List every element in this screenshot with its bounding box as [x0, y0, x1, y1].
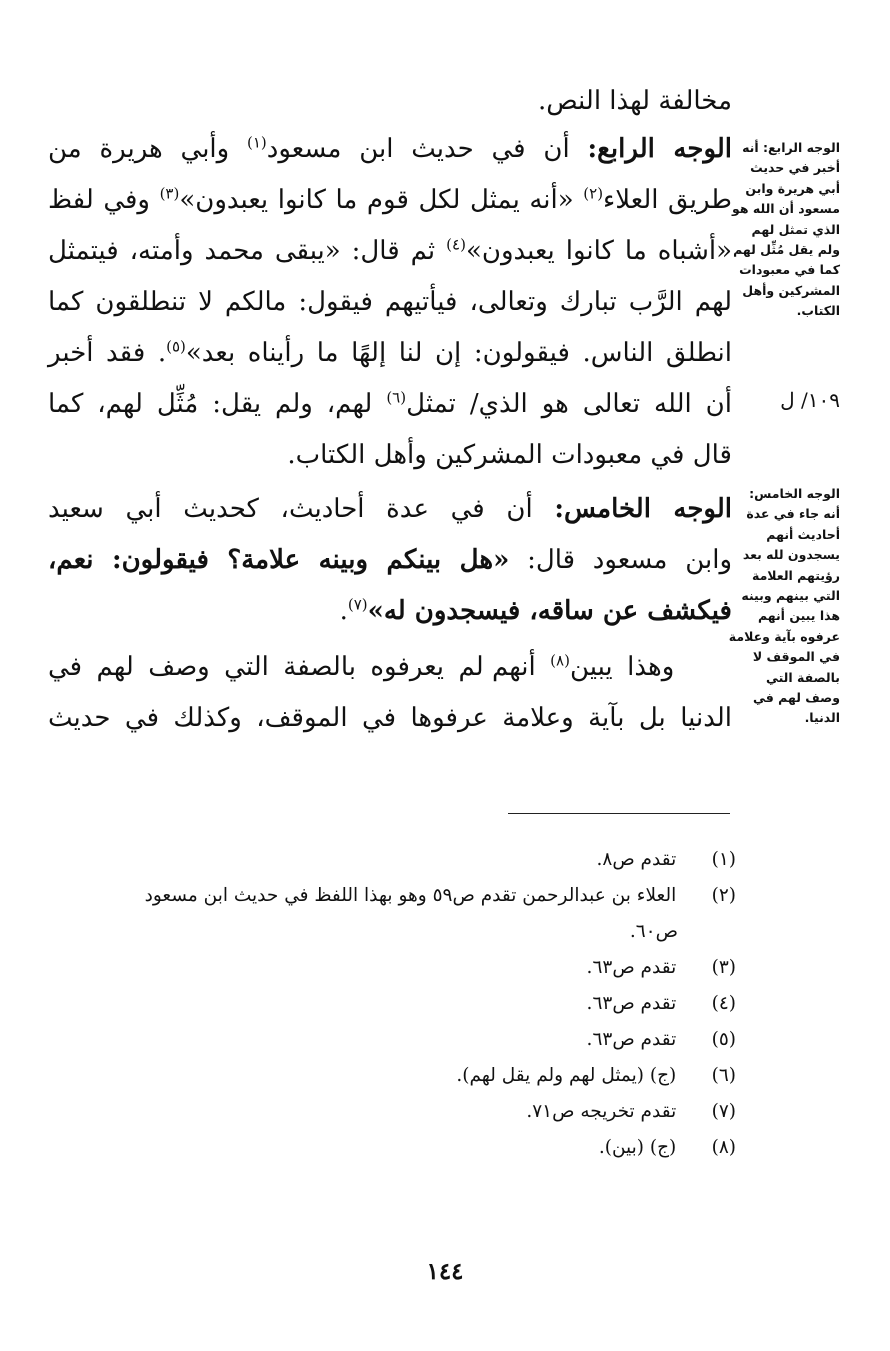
manuscript-folio-marker: ١٠٩/ ل: [780, 388, 840, 412]
footnote-text: تقدم ص٦٣.: [586, 1029, 677, 1050]
main-text: [48, 76, 732, 127]
margin-line: في الموقف لا: [752, 649, 840, 665]
quoted-hadith: «هل بينكم وبينه علامة؟ فيقولون: نعم،: [48, 545, 510, 575]
margin-line: الكتاب.: [796, 303, 840, 319]
text-run: أنهم لم يعرفوه بالصفة التي وصف لهم في: [48, 652, 536, 682]
section-heading: الوجه الخامس:: [554, 494, 732, 524]
margin-line: أبي هريرة وابن: [745, 180, 840, 196]
margin-line: رؤيتهم العلامة: [751, 567, 840, 583]
footnote-text: تقدم ص٦٣.: [586, 957, 677, 978]
text-line: الدنيا بل بآية وعلامة عرفوها في الموقف، وكذلك في حديث: [48, 703, 732, 733]
text-run: «أشباه ما كانوا يعبدون»: [465, 236, 733, 266]
text-run: .: [339, 596, 348, 626]
footnote-ref: (٢): [583, 184, 604, 203]
text-run: وابن مسعود قال:: [527, 545, 733, 575]
text-run: وفي لفظ: [48, 185, 150, 215]
text-line: [48, 642, 732, 693]
margin-line: الدنيا.: [804, 710, 840, 726]
footnote-number: (٧): [711, 1101, 736, 1122]
text-line: قال في معبودات المشركين وأهل الكتاب.: [287, 440, 732, 470]
paragraph-explanation: [48, 642, 732, 744]
footnote-text: العلاء بن عبدالرحمن تقدم ص٥٩ وهو بهذا اللفظ في حديث ابن مسعود: [144, 885, 677, 906]
text-run: وهذا يبين: [569, 652, 675, 682]
footnote-item: [90, 1130, 736, 1166]
footnote-number: (٦): [711, 1065, 736, 1086]
margin-note-fifth: [728, 484, 840, 729]
margin-line: المشركين وأهل: [742, 282, 840, 298]
margin-line: بالصفة التي: [765, 669, 840, 685]
footnote-text: ص٦٠.: [629, 921, 678, 942]
footnote-ref: (٥): [166, 337, 186, 356]
footnote-number: (٤): [711, 993, 736, 1014]
footnote-item: [90, 878, 736, 914]
margin-line: أنه جاء في عدة: [746, 506, 840, 522]
text-run: أن في حديث ابن مسعود: [266, 134, 570, 164]
footnote-number: (٢): [711, 885, 736, 906]
footnote-number: (٥): [711, 1029, 736, 1050]
footnote-text: (ج) (بين).: [598, 1137, 677, 1158]
text-line: مخالفة لهذا النص.: [537, 86, 732, 116]
footnote-item: [90, 986, 736, 1022]
text-run: أن في عدة أحاديث، كحديث أبي سعيد: [48, 494, 533, 524]
margin-line: أحاديث أنهم: [766, 526, 840, 542]
footnote-ref: (٤): [446, 235, 466, 254]
text-run: . فقد أخبر: [48, 338, 167, 368]
margin-line: أخبر في حديث: [750, 160, 840, 176]
section-heading: الوجه الرابع:: [587, 134, 733, 164]
footnote-text: (ج) (يمثل لهم ولم يقل لهم).: [456, 1065, 677, 1086]
text-run: ثم قال: «يبقى محمد وأمته، فيتمثل: [48, 236, 436, 266]
margin-line: التي بينهم وبينه: [741, 588, 840, 604]
footnotes: [90, 842, 736, 1166]
margin-line: كما في معبودات: [739, 262, 840, 278]
text-line: [48, 175, 732, 226]
footnote-number: (٨): [711, 1137, 736, 1158]
footnote-text: تقدم ص٦٣.: [586, 993, 677, 1014]
footnote-item: [90, 1022, 736, 1058]
margin-line: مسعود أن الله هو: [732, 201, 840, 217]
footnote-number: (١): [711, 849, 736, 870]
text-run: وأبي هريرة من: [48, 134, 230, 164]
text-run: انطلق الناس. فيقولون: إن لنا إلهًا ما رأيناه بعد»: [185, 338, 732, 368]
text-line: [48, 226, 732, 277]
margin-line: عرفوه بآية وعلامة: [728, 628, 840, 644]
text-line: [48, 328, 732, 379]
margin-line: الذي تمثل لهم: [751, 221, 840, 237]
footnote-ref: (٣): [159, 184, 180, 203]
margin-line: الوجه الخامس:: [749, 486, 840, 501]
text-line: لهم الرَّب تبارك وتعالى، فيأتيهم فيقول: مالكم لا تنطلقون كما: [48, 287, 732, 317]
page-number: ١٤٤: [426, 1258, 464, 1285]
margin-line: الوجه الرابع: أنه: [742, 140, 840, 155]
footnote-item: [90, 1094, 736, 1130]
margin-line: هذا يبين أنهم: [757, 608, 840, 624]
text-line: [48, 484, 732, 535]
text-run: لهم، ولم يقل: مُثِّل لهم، كما: [48, 389, 373, 419]
quoted-hadith: فيكشف عن ساقه، فيسجدون له»: [367, 596, 732, 626]
margin-line: ولم يقل مُثِّل لهم: [733, 242, 840, 258]
footnote-separator: [508, 813, 730, 814]
footnote-number: (٣): [711, 957, 736, 978]
paragraph-fourth-aspect: [48, 124, 732, 481]
text-run: «أنه يمثل لكل قوم ما كانوا يعبدون»: [179, 185, 574, 215]
footnote-item: [90, 1058, 736, 1094]
text-line: [48, 124, 732, 175]
footnote-ref: (٨): [550, 651, 570, 670]
footnote-text: تقدم ص٨.: [596, 849, 677, 870]
text-run: طريق العلاء: [603, 185, 733, 215]
text-line: [48, 379, 732, 430]
footnote-item: [90, 950, 736, 986]
footnote-item: [90, 842, 736, 878]
text-run: أن الله تعالى هو الذي/ تمثل: [406, 389, 732, 419]
text-line: [48, 535, 732, 586]
footnote-continuation: [90, 914, 736, 950]
margin-line: وصف لهم في: [752, 690, 840, 706]
margin-note-fourth: [732, 138, 840, 322]
text-line: [48, 586, 732, 637]
footnote-ref: (١): [247, 133, 267, 152]
footnote-ref: (٧): [347, 595, 368, 614]
footnote-ref: (٦): [386, 388, 407, 407]
paragraph-fifth-aspect: [48, 484, 732, 637]
footnote-text: تقدم تخريجه ص٧١.: [526, 1101, 677, 1122]
margin-line: يسجدون لله بعد: [742, 547, 840, 563]
